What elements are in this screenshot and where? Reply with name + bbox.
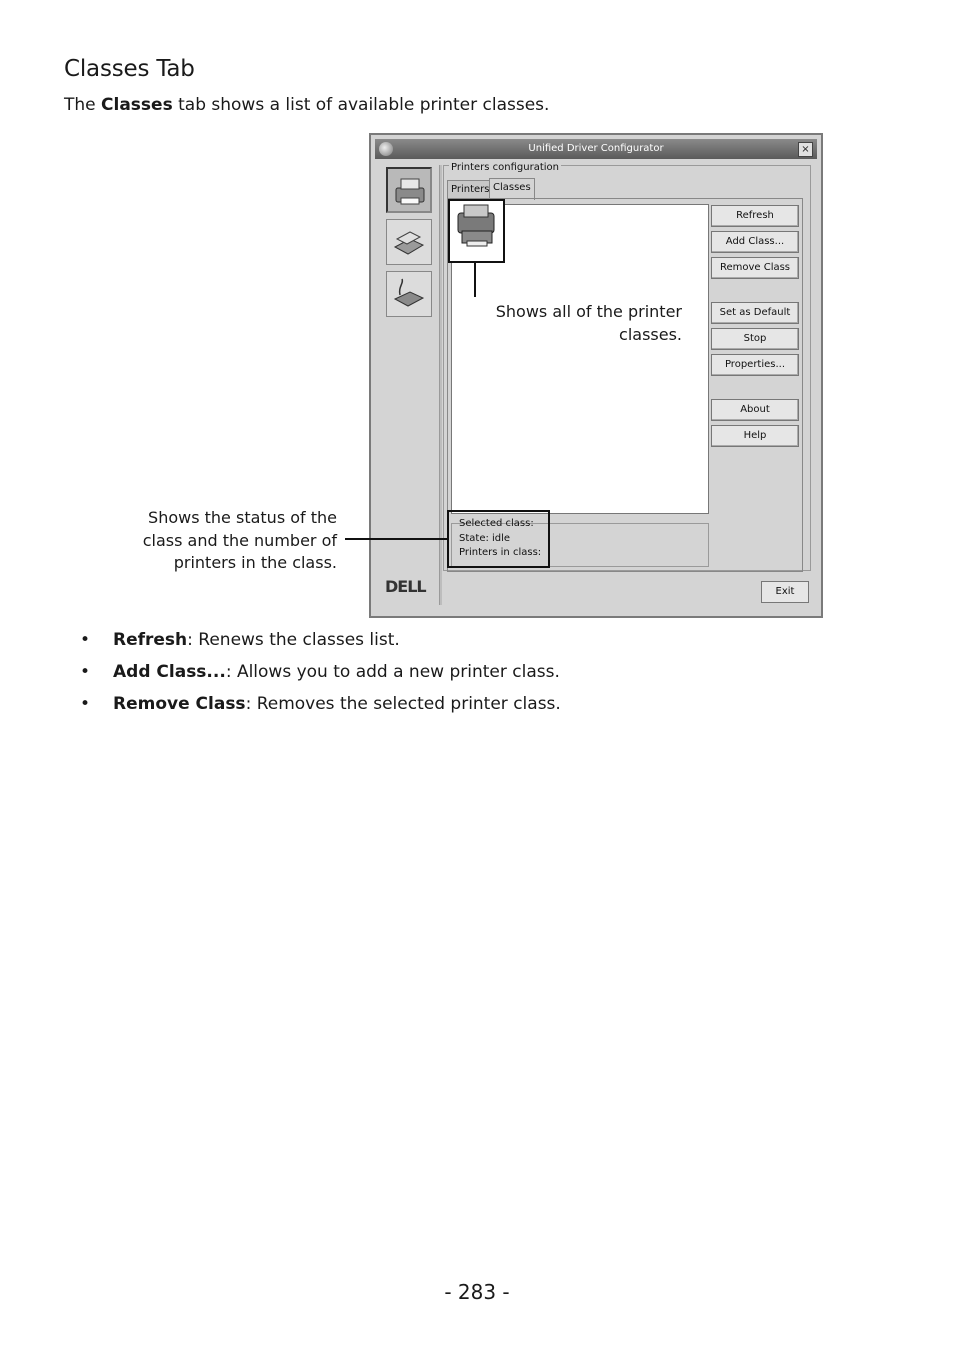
callout-classes-text: Shows all of the printer classes. <box>495 302 682 344</box>
properties-button[interactable]: Properties... <box>711 354 799 376</box>
refresh-button[interactable]: Refresh <box>711 205 799 227</box>
tab-printers[interactable]: Printers <box>447 180 493 199</box>
selected-class-label: Selected class: <box>459 518 534 529</box>
bullet-term: Add Class... <box>113 662 226 682</box>
help-button[interactable]: Help <box>711 425 799 447</box>
about-button[interactable]: About <box>711 399 799 421</box>
intro-bold: Classes <box>101 95 173 115</box>
bullet-glyph: • <box>80 630 91 650</box>
bullet-glyph: • <box>80 662 91 682</box>
window-title: Unified Driver Configurator <box>528 143 664 154</box>
section-heading: Classes Tab <box>64 56 195 82</box>
bullet-desc: : Renews the classes list. <box>187 630 400 650</box>
intro-paragraph <box>64 95 549 115</box>
printers-in-class-label: Printers in class: <box>459 547 542 558</box>
dell-logo: DELL <box>385 577 426 596</box>
window-titlebar <box>375 139 817 159</box>
add-class-button[interactable]: Add Class... <box>711 231 799 253</box>
close-icon[interactable]: × <box>798 142 813 157</box>
printer-icon <box>393 174 427 208</box>
set-default-button[interactable]: Set as Default <box>711 302 799 324</box>
scanner-config-button[interactable] <box>386 219 432 265</box>
bullet-desc: : Allows you to add a new printer class. <box>225 662 560 682</box>
callout-line-classes <box>474 263 476 297</box>
printer-config-button[interactable] <box>386 167 432 213</box>
port-icon <box>392 277 426 311</box>
bullet-desc: : Removes the selected printer class. <box>245 694 561 714</box>
state-label: State: idle <box>459 533 511 544</box>
bullet-refresh <box>80 630 400 650</box>
printer-class-icon <box>450 201 503 261</box>
scanner-icon <box>392 225 426 259</box>
remove-class-button[interactable]: Remove Class <box>711 257 799 279</box>
stop-button[interactable]: Stop <box>711 328 799 350</box>
intro-pre: The <box>64 95 102 115</box>
group-label: Printers configuration <box>451 162 559 173</box>
bullet-term: Remove Class <box>113 694 246 714</box>
page-number: - 283 - <box>444 1280 510 1304</box>
intro-post: tab shows a list of available printer classes. <box>172 95 550 115</box>
status-highlight <box>447 510 550 568</box>
bullet-term: Refresh <box>113 630 188 650</box>
callout-line-status <box>345 538 447 540</box>
port-config-button[interactable] <box>386 271 432 317</box>
bullet-remove-class <box>80 694 561 714</box>
configurator-window <box>369 133 823 618</box>
exit-button[interactable]: Exit <box>761 581 809 603</box>
bullet-add-class <box>80 662 560 682</box>
bullet-glyph: • <box>80 694 91 714</box>
class-icon-highlight[interactable] <box>448 199 505 263</box>
tab-classes[interactable]: Classes <box>489 178 535 200</box>
app-icon <box>379 142 393 156</box>
callout-status-text: Shows the status of the class and the number of printers in the class. <box>142 508 337 572</box>
